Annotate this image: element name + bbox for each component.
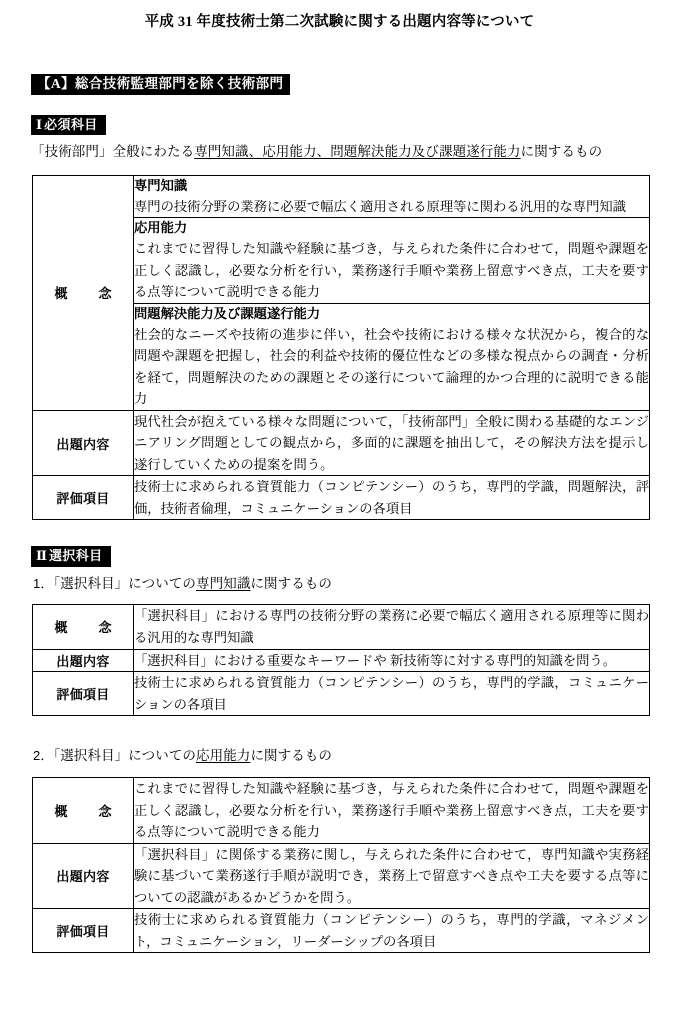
row-label-concept-text: 概 念	[54, 803, 121, 819]
section-2-item-1-number: 1．	[33, 575, 54, 591]
section-2-item-2-after: に関するもの	[250, 748, 333, 764]
concept-item-cell	[134, 218, 650, 304]
content-cell: 「選択科目」に関係する業務に関し，与えられた条件に合わせて，専門知識や実務経験に基づいて業務遂行手順が説明でき，業務上で留意すべき点や工夫を要する点等についての認識があるかどうかを問う。	[134, 843, 650, 909]
concept-cell: これまでに習得した知識や経験に基づき，与えられた条件に合わせて，問題や課題を正しく認識し，必要な分析を行い，業務遂行手順や業務上留意すべき点，工夫を要する点等について説明できる能力	[134, 778, 650, 844]
table-row	[33, 672, 650, 716]
section-2-badge-wrapper	[31, 546, 648, 566]
section-2-item-1-after: に関するもの	[250, 575, 333, 591]
concept-item-text: 社会的なニーズや技術の進歩に伴い，社会や技術における様々な状況から，複合的な問題や課題を把握し，社会的利益や技術的優位性などの多様な視点からの調査・分析を経て，問題解決のための課題とその遂行について論理的かつ合理的に説明できる能力	[134, 326, 649, 407]
row-label-evaluation: 評価項目	[33, 909, 134, 953]
section-2-item-2-before: 「選択科目」についての	[53, 748, 197, 764]
page-title: 平成 31 年度技術士第二次試験に関する出題内容等について	[144, 14, 535, 30]
section-2-item-1-before: 「選択科目」についての	[53, 575, 197, 591]
section-1-badge	[31, 115, 106, 135]
section-2-item-1-heading	[33, 574, 648, 595]
concept-item-heading: 応用能力	[134, 220, 188, 236]
section-1-lead-underlined: 専門知識、応用能力、問題解決能力及び課題遂行能力	[194, 143, 521, 159]
concept-item-heading: 問題解決能力及び課題遂行能力	[134, 305, 321, 321]
section-2-numeral: Ⅱ	[36, 548, 49, 564]
section-2-item-2-underlined: 応用能力	[196, 748, 251, 764]
section-1-lead-after: に関するもの	[520, 143, 603, 159]
table-row	[33, 909, 650, 953]
table-row	[33, 175, 650, 217]
section-1-numeral: Ⅰ	[36, 116, 45, 132]
evaluation-cell: 技術士に求められる資質能力（コンピテンシー）のうち，専門的学識，問題解決，評価，技術者倫理，コミュニケーションの各項目	[134, 476, 650, 520]
section-a-badge: 【A】総合技術監理部門を除く技術部門	[31, 74, 290, 95]
section-2-badge	[31, 546, 111, 566]
concept-cell: 「選択科目」における専門の技術分野の業務に必要で幅広く適用される原理等に関わる汎用的な専門知識	[134, 605, 650, 649]
table-row	[33, 649, 650, 672]
concept-item-text: これまでに習得した知識や経験に基づき，与えられた条件に合わせて，問題や課題を正しく認識し，必要な分析を行い，業務遂行手順や業務上留意すべき点，工夫を要する点等について説明できる能力	[134, 241, 649, 300]
row-label-concept	[33, 175, 134, 410]
section-2-item-2-table	[32, 777, 650, 953]
section-2-item-2-heading	[33, 746, 648, 767]
row-label-evaluation: 評価項目	[33, 476, 134, 520]
section-1-badge-wrapper	[31, 95, 648, 135]
section-2-item-2-number: 2．	[33, 748, 54, 764]
row-label-concept-text: 概 念	[54, 620, 121, 636]
section-2-item-1-underlined: 専門知識	[196, 575, 251, 591]
section-2-label: 選択科目	[48, 548, 103, 564]
row-label-content: 出題内容	[33, 410, 134, 476]
concept-item-text: 専門の技術分野の業務に必要で幅広く適用される原理等に関わる汎用的な専門知識	[134, 198, 626, 214]
table-row	[33, 476, 650, 520]
row-label-evaluation: 評価項目	[33, 672, 134, 716]
content-cell: 現代社会が抱えている様々な問題について，「技術部門」全般に関わる基礎的なエンジニアリング問題としての観点から，多面的に課題を抽出して，その解決方法を提示し遂行していくための提案を問う。	[134, 410, 650, 476]
section-1-label: 必須科目	[44, 116, 98, 132]
section-1-lead	[31, 142, 648, 163]
section-2-item-1-table	[32, 604, 650, 716]
row-label-content: 出題内容	[33, 843, 134, 909]
content-cell: 「選択科目」における重要なキーワードや 新技術等に対する専門的知識を問う。	[134, 649, 650, 672]
concept-item-cell	[134, 175, 650, 217]
table-row	[33, 410, 650, 476]
evaluation-cell: 技術士に求められる資質能力（コンピテンシー）のうち，専門的学識，コミュニケーションの各項目	[134, 672, 650, 716]
concept-item-heading: 専門知識	[134, 177, 188, 193]
row-label-concept-text: 概 念	[54, 286, 121, 302]
table-row	[33, 778, 650, 844]
evaluation-cell: 技術士に求められる資質能力（コンピテンシー）のうち，専門的学識，マネジメント，コミュニケーション，リーダーシップの各項目	[134, 909, 650, 953]
table-row	[33, 605, 650, 649]
table-row	[33, 843, 650, 909]
row-label-content: 出題内容	[33, 649, 134, 672]
section-1-table	[32, 175, 650, 521]
section-a-badge-wrapper	[31, 34, 648, 95]
concept-item-cell	[134, 303, 650, 410]
row-label-concept	[33, 605, 134, 649]
row-label-concept	[33, 778, 134, 844]
section-1-lead-before: 「技術部門」全般にわたる	[31, 143, 195, 159]
